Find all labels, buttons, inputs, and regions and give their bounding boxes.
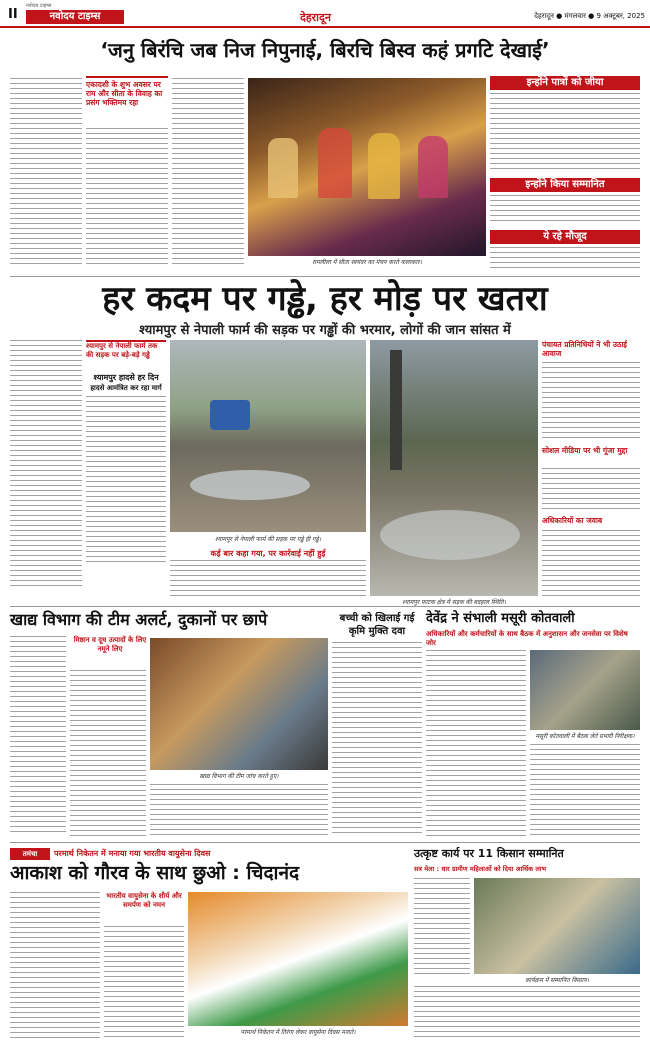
pullquote-box [86,76,168,124]
headline-ramlila: ‘जनु बिरंचि जब निज निपुनाई, बिरचि बिस्व कहं प्रगटि देखाई’ [100,38,550,62]
page-number: II [8,7,18,22]
body-text [542,468,640,512]
strap: परमार्थ निकेतन में मनाया गया भारतीय वायुसेना दिवस [54,849,211,858]
food-photo [150,638,328,770]
body-text [490,93,640,173]
headline-kotwali: देवेंद्र ने संभाली मसूरी कोतवाली [426,611,575,626]
body-text [10,340,82,590]
pothole-photo-2 [370,340,538,596]
farmers-subhead: सत्र मेला : धार ग्रामीण महिलाओं को दिया आर्थिक लाभ [414,865,547,873]
dateline: देहरादून ● मंगलवार ● 9 अक्टूबर, 2025 [534,12,645,20]
body-text [10,892,100,1038]
box-label: श्यामपुर हादसे हर दिन [93,373,159,382]
right-head-2: सोशल मीडिया पर भी गूंजा मुद्दा [542,446,628,455]
body-text [332,642,422,836]
ramlila-photo [248,78,486,256]
food-pullquote: मिष्ठान व दूध उत्पादों के लिए नमूने लिए [73,636,147,653]
pullquote: एकादशी के शुभ अवसर पर राम और सीता के विवाह का प्रसंग भक्तिमय रहा [86,80,163,107]
body-text [104,926,184,1038]
kotwali-photo [530,650,640,730]
airforce-pullquote: भारतीय वायुसेना के शौर्य और समर्पण को नमन [106,892,182,909]
photo-caption-2: श्यामपुर फाटक क्षेत्र में सड़क की बदहाल स्थिति। [402,599,506,606]
body-text [414,878,470,978]
side-head-1: इन्होंने पात्रों को जीया [490,76,640,90]
kotwali-subhead: अधिकारियों और कर्मचारियों के साथ बैठक में अनुशासन और जनसेवा पर विशेष जोर [426,630,628,647]
kicker: तमंचा [10,848,50,860]
farmers-photo [474,878,640,974]
divider [10,842,640,843]
headline-farmers: उत्कृष्ट कार्य पर 11 किसान सम्मानित [414,847,564,860]
body-text [490,247,640,269]
side-head-2: इन्होंने किया सम्मानित [490,178,640,192]
bottom-bar: कई बार कहा गया, पर कार्रवाई नहीं हुई [210,549,326,558]
box-left [86,340,166,368]
body-text [530,744,640,836]
box-left-text: श्यामपुर से नेपाली फार्म तक की सड़क पर बड़े-बड़े गड्ढे [86,342,158,359]
body-text [542,530,640,596]
body-text [86,396,166,564]
headline-deworm: बच्ची को खिलाई गई कृमि मुक्ति दवा [339,613,415,637]
kotwali-caption: मसूरी कोतवाली में बैठक लेते प्रभारी निरीक्षक। [535,733,635,740]
right-head-3: अधिकारियों का जवाब [542,516,603,525]
body-text [70,670,146,836]
airforce-caption: परमार्थ निकेतन में तिरंगा लेकर वायुसेना दिवस मनाते। [240,1029,356,1036]
body-text [10,636,66,836]
top-tag: नवोदय टाइम्स [26,3,52,9]
side-head-3: ये रहे मौजूद [490,230,640,244]
mid-head: हादसे आमंत्रित कर रहा मार्ग [90,384,162,392]
airforce-photo [188,892,408,1026]
headline-food: खाद्य विभाग की टीम अलर्ट, दुकानों पर छापे [10,610,268,629]
body-text [542,362,640,442]
masthead [0,0,650,28]
body-text [426,650,526,836]
food-caption: खाद्य विभाग की टीम जांच करते हुए। [199,773,279,780]
rule [0,26,650,28]
subhead-potholes: श्यामपुर से नेपाली फार्म की सड़क पर गड्ढों की भरमार, लोगों की जान सांसत में [139,323,511,338]
body-text [170,560,366,596]
body-text [86,128,168,268]
body-text [172,78,244,268]
body-text [10,78,82,268]
divider [10,276,640,277]
headline-potholes: हर कदम पर गड्ढे, हर मोड़ पर खतरा [102,279,548,319]
body-text [414,986,640,1038]
body-text [490,195,640,225]
photo-caption-1: श्यामपुर से नेपाली फार्म की सड़क पर गड्ढे ही गड्ढे। [214,536,322,543]
body-text [150,784,328,836]
section-title: देहरादून [300,11,331,24]
divider [10,606,640,607]
right-head-1: पंचायत प्रतिनिधियों ने भी उठाई आवाज [542,340,627,358]
brand-logo: नवोदय टाइम्स [26,10,124,24]
photo-caption: रामलीला में सीता स्वयंवर का मंचन करते कलाकार। [312,259,422,266]
pothole-photo-1 [170,340,366,532]
farmers-caption: कार्यक्रम में सम्मानित किसान। [525,977,589,984]
headline-airforce: आकाश को गौरव के साथ छुओ : चिदानंद [10,862,300,884]
